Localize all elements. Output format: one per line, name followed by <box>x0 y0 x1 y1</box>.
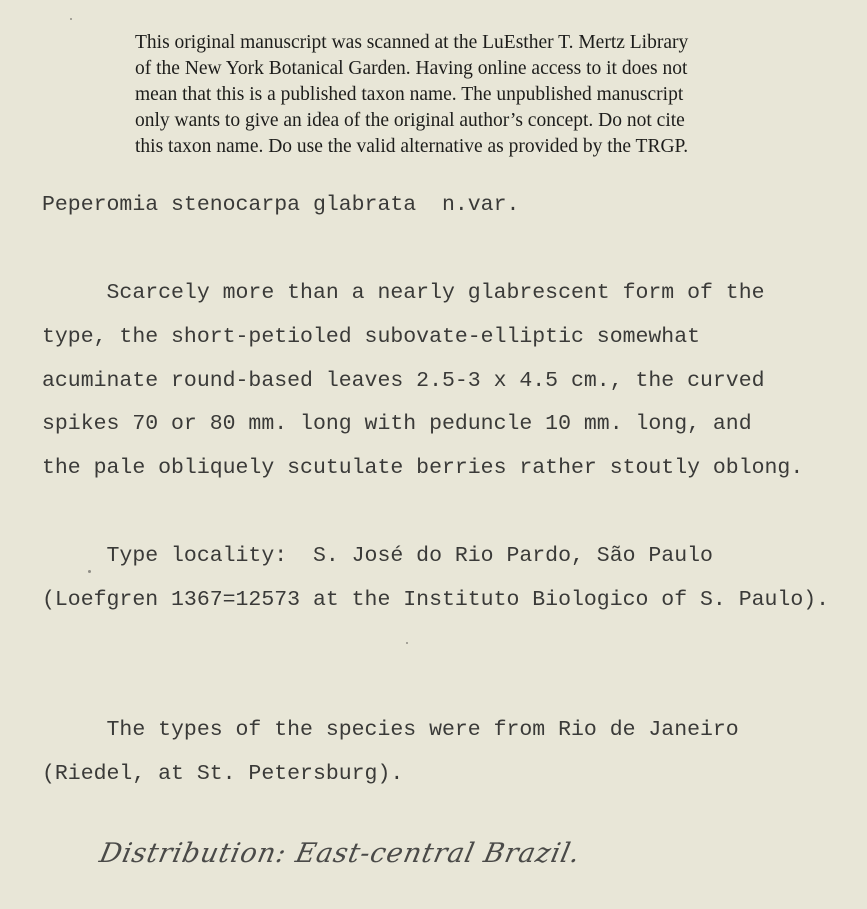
paper-speck <box>406 642 408 644</box>
notice-line: this taxon name. Do use the valid alternative as provided by the TRGP. <box>135 136 689 157</box>
taxon-title: Peperomia stenocarpa glabrata n.var. <box>42 193 520 217</box>
notice-line: only wants to give an idea of the original author’s concept. Do not cite <box>135 110 685 131</box>
paper-speck <box>70 18 72 20</box>
notice-line: This original manuscript was scanned at the LuEsther T. Mertz Library <box>135 32 689 53</box>
paper-speck <box>88 570 91 573</box>
type-locality-line: (Loefgren 1367=12573 at the Instituto Biologico of S. Paulo). <box>42 588 830 612</box>
description-line: acuminate round-based leaves 2.5-3 x 4.5 cm., the curved <box>42 369 765 393</box>
description-line: spikes 70 or 80 mm. long with peduncle 10 mm. long, and <box>42 412 752 436</box>
description-line: the pale obliquely scutulate berries rather stoutly oblong. <box>42 456 804 480</box>
type-locality-line: Type locality: S. José do Rio Pardo, São Paulo <box>42 544 713 568</box>
handwritten-distribution: Distribution: East-central Brazil. <box>96 838 584 869</box>
notice-line: of the New York Botanical Garden. Having online access to it does not <box>135 58 688 79</box>
library-notice <box>135 30 815 160</box>
description-line: type, the short-petioled subovate-elliptic somewhat <box>42 325 701 349</box>
types-note-line: (Riedel, at St. Petersburg). <box>42 762 404 786</box>
description-line: Scarcely more than a nearly glabrescent form of the <box>42 281 765 305</box>
types-note-line: The types of the species were from Rio de Janeiro <box>42 718 739 742</box>
notice-line: mean that this is a published taxon name. The unpublished manuscript <box>135 84 684 105</box>
